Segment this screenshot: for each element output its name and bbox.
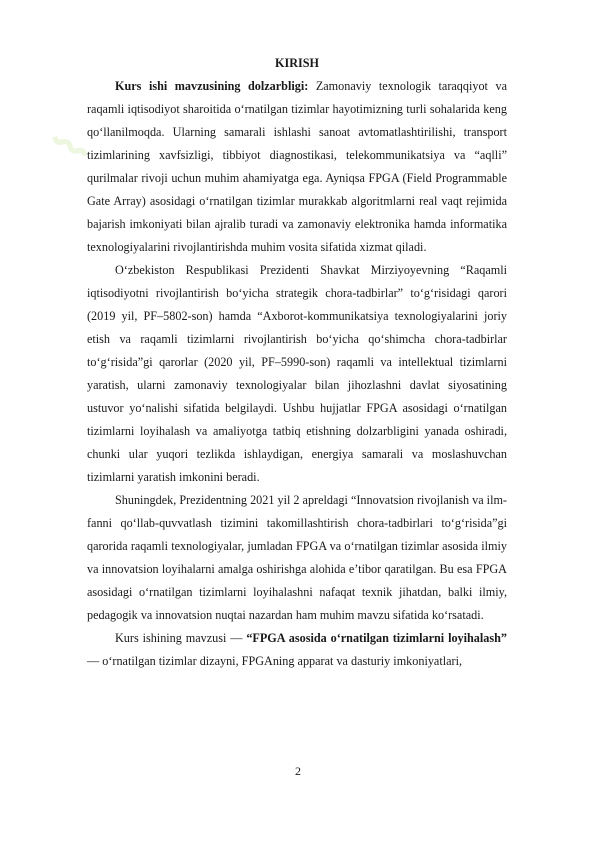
relevance-text: Zamonaviy texnologik taraqqiyot va raqamli iqtisodiyot sharoitida o‘rnatilgan tizimlar hayotimizning turli sohalarida keng qo‘llanilmoqda. Ularning samarali ishlashi sanoat avtomatlashtirilishi, transport tizimlarining xavfsizligi, tibbiyot diagnostikasi, telekommunikatsiya va “aqlli” qurilmalar rivoji uchun muhim ahamiyatga ega. Ayniqsa FPGA (Field Programmable Gate Array) asosidagi o‘rnatilgan tizimlar murakkab algoritmlarni real vaqt rejimida bajarish imkoniyati bilan ajralib turadi va zamonaviy elektronika hamda informatika texnologiyalarini rivojlantirishda muhim vosita sifatida xizmat qiladi. [87,79,507,254]
paragraph-topic [87,627,507,673]
topic-title: “FPGA asosida o‘rnatilgan tizimlarni loyihalash” [246,631,507,645]
topic-text: — o‘rnatilgan tizimlar dizayni, FPGAning apparat va dasturiy imkoniyatlari, [87,654,463,668]
watermark-shape: ⌇ [43,124,100,170]
relevance-lead: Kurs ishi mavzusining dolzarbligi: [115,79,309,93]
paragraph-innovation: Shuningdek, Prezidentning 2021 yil 2 apreldagi “Innovatsion rivojlanish va ilm-fanni qo‘llab-quvvatlash tizimini takomillashtirish chora-tadbirlari to‘g‘risida”gi qarorida raqamli texnologiyalar, jumladan FPGA va o‘rnatilgan tizimlar asosida ilmiy va innovatsion loyihalarni amalga oshirishga alohida e’tibor qaratilgan. Bu esa FPGA asosidagi o‘rnatilgan tizimlarni loyihalashni nafaqat texnik jihatdan, balki ilmiy, pedagogik va innovatsion nuqtai nazardan ham muhim mavzu sifatida ko‘rsatadi. [87,493,507,622]
topic-lead: Kurs ishining mavzusi — [115,631,247,645]
document-page [87,52,507,673]
paragraph-relevance [87,75,507,259]
section-title: KIRISH [274,56,320,70]
page-number: 2 [295,764,301,778]
paragraph-decree: O‘zbekiston Respublikasi Prezidenti Shavkat Mirziyoyevning “Raqamli iqtisodiyotni rivojlantirish bo‘yicha strategik chora-tadbirlar” to‘g‘risidagi qarori (2019 yil, PF–5802-son) hamda “Axborot-kommunikatsiya texnologiyalarini joriy etish va raqamli tizimlarni rivojlantirish bo‘yicha qo‘shimcha chora-tadbirlar to‘g‘risida”gi qarorlar (2020 yil, PF–5990-son) raqamli va intellektual tizimlarni yaratish, ularni zamonaviy texnologiyalar bilan jihozlashni davlat siyosatining ustuvor yo‘nalishi sifatida belgilaydi. Ushbu hujjatlar FPGA asosidagi o‘rnatilgan tizimlarni loyihalash va amaliyotga tatbiq etishning dolzarbligini yanada oshiradi, chunki ular yuqori tezlikda ishlaydigan, energiya samarali va moslashuvchan tizimlarni yaratish imkonini beradi. [87,263,507,484]
